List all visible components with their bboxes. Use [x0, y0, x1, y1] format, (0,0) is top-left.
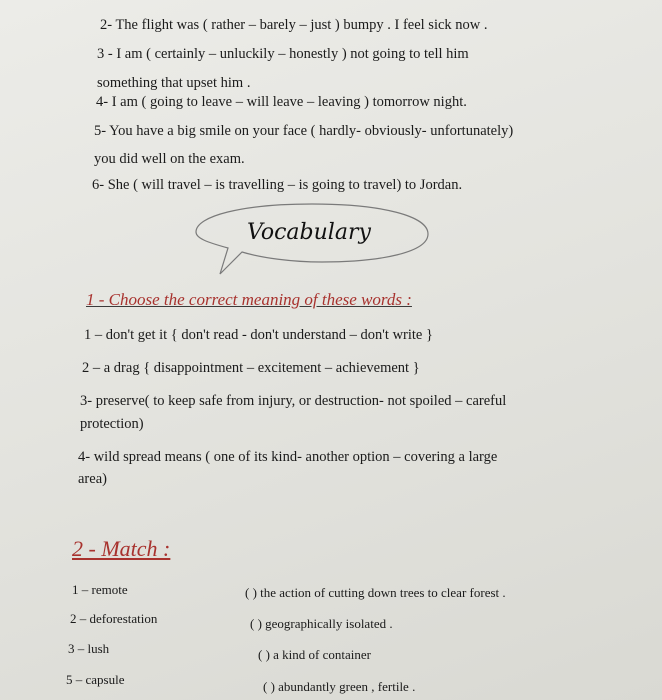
- section1-item-3-cont: protection): [80, 416, 144, 432]
- section1-item-4: 4- wild spread means ( one of its kind- another option – covering a large: [78, 449, 498, 465]
- match-right-4: ( ) abundantly green , fertile .: [263, 679, 416, 694]
- section1-item-3: 3- preserve( to keep safe from injury, or destruction- not spoiled – careful: [80, 393, 507, 409]
- grammar-item-2: 2- The flight was ( rather – barely – just ) bumpy . I feel sick now .: [100, 17, 488, 33]
- match-left-2: 2 – deforestation: [70, 611, 158, 626]
- section1-item-4-cont: area): [78, 471, 107, 487]
- section2-title: 2 - Match :: [72, 536, 171, 561]
- match-left-1: 1 – remote: [72, 582, 128, 597]
- section1-title: 1 - Choose the correct meaning of these words :: [86, 290, 412, 309]
- match-right-2: ( ) geographically isolated .: [250, 616, 393, 631]
- vocabulary-heading: Vocabulary: [247, 220, 371, 245]
- section1-item-1: 1 – don't get it { don't read - don't understand – don't write }: [84, 327, 433, 343]
- match-right-3: ( ) a kind of container: [258, 647, 371, 662]
- match-left-3: 3 – lush: [68, 641, 110, 656]
- grammar-item-6: 6- She ( will travel – is travelling – is going to travel) to Jordan.: [92, 177, 463, 193]
- grammar-item-5-cont: you did well on the exam.: [94, 151, 245, 167]
- grammar-item-3: 3 - I am ( certainly – unluckily – honestly ) not going to tell him: [97, 46, 469, 62]
- match-right-1: ( ) the action of cutting down trees to clear forest .: [245, 585, 506, 600]
- grammar-item-5: 5- You have a big smile on your face ( hardly- obviously- unfortunately): [94, 123, 514, 139]
- grammar-item-4: 4- I am ( going to leave – will leave – leaving ) tomorrow night.: [96, 94, 467, 110]
- match-left-4: 5 – capsule: [66, 672, 125, 687]
- section1-item-2: 2 – a drag { disappointment – excitement – achievement }: [82, 360, 420, 376]
- grammar-item-3-cont: something that upset him .: [97, 75, 251, 91]
